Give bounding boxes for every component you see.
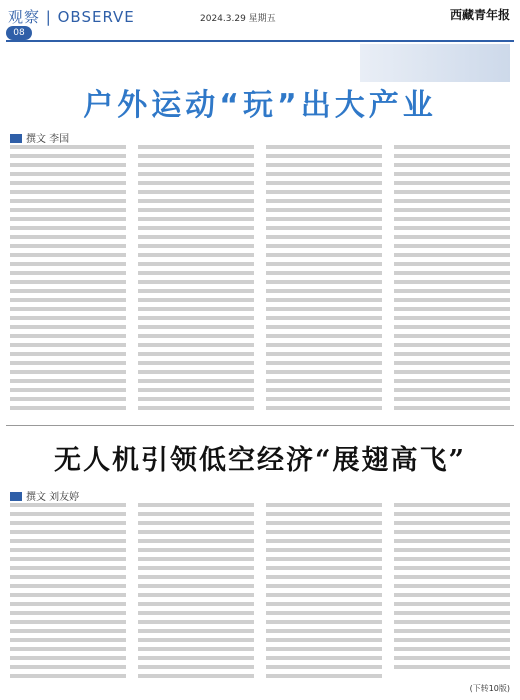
continued-note: (下转10版) — [469, 684, 510, 693]
newspaper-brand: 西藏青年报 — [449, 8, 510, 22]
section-title: 观察 | OBSERVE — [8, 8, 135, 26]
article2-text-column-4 — [394, 503, 510, 673]
headline-drone-economy: 无人机引领低空经济“展翅高飞” — [53, 445, 467, 476]
page-header — [0, 0, 520, 40]
article1-text-column-4 — [394, 145, 510, 415]
issue-date: 2024.3.29 星期五 — [200, 14, 276, 24]
headline-outdoor-sports: 户外运动“玩”出大产业 — [83, 88, 437, 123]
byline-article1: 撰文 李国 — [10, 130, 69, 145]
header-rule — [6, 40, 514, 42]
article2-text-column-3 — [266, 503, 382, 683]
article1-text-column-1 — [10, 145, 126, 415]
byline-article2: 撰文 刘友婷 — [10, 488, 79, 503]
article2-text-column-1 — [10, 503, 126, 683]
article-divider — [6, 425, 514, 426]
page-number: 08 — [6, 26, 32, 40]
header-image — [360, 44, 510, 82]
article1-text-column-3 — [266, 145, 382, 415]
article1-text-column-2 — [138, 145, 254, 415]
article2-text-column-2 — [138, 503, 254, 683]
